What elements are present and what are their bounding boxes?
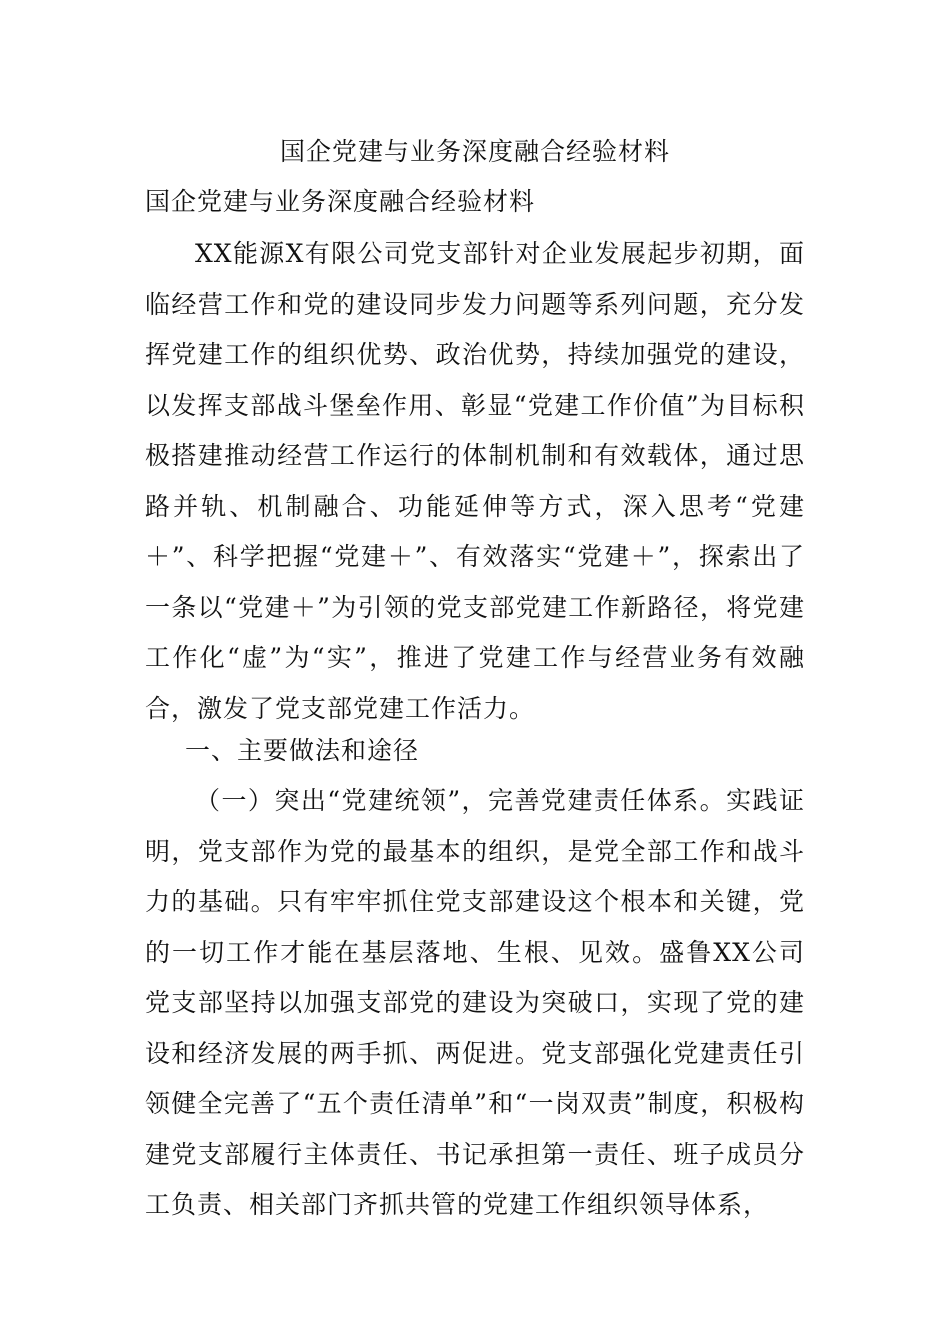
intro-paragraph: XX能源X有限公司党支部针对企业发展起步初期，面临经营工作和党的建设同步发力问题等系列问题，充分发挥党建工作的组织优势、政治优势，持续加强党的建设，以发挥支部战斗堡垒作用、彰显“党建工作价值”为目标积极搭建推动经营工作运行的体制机制和有效载体，通过思路并轨、机制融合、功能延伸等方式，深入思考“党建＋”、科学把握“党建＋”、有效落实“党建＋”，探索出了一条以“党建＋”为引领的党支部党建工作新路径，将党建工作化“虚”为“实”，推进了党建工作与经营业务有效融合，激发了党支部党建工作活力。 [145, 239, 805, 723]
section-1-paragraph: （一）突出“党建统领”，完善党建责任体系。实践证明，党支部作为党的最基本的组织，是党全部工作和战斗力的基础。只有牢牢抓住党支部建设这个根本和关键，党的一切工作才能在基层落地、生根、见效。盛鲁XX公司党支部坚持以加强支部党的建设为突破口，实现了党的建设和经济发展的两手抓、两促进。党支部强化党建责任引领健全完善了“五个责任清单”和“一岗双责”制度，积极构建党支部履行主体责任、书记承担第一责任、班子成员分工负责、相关部门齐抓共管的党建工作组织领导体系， [145, 786, 805, 1219]
document-subtitle: 国企党建与业务深度融合经验材料 [145, 187, 536, 216]
section-heading: 一、主要做法和途径 [185, 736, 420, 765]
document-title: 国企党建与业务深度融合经验材料 [279, 137, 670, 166]
